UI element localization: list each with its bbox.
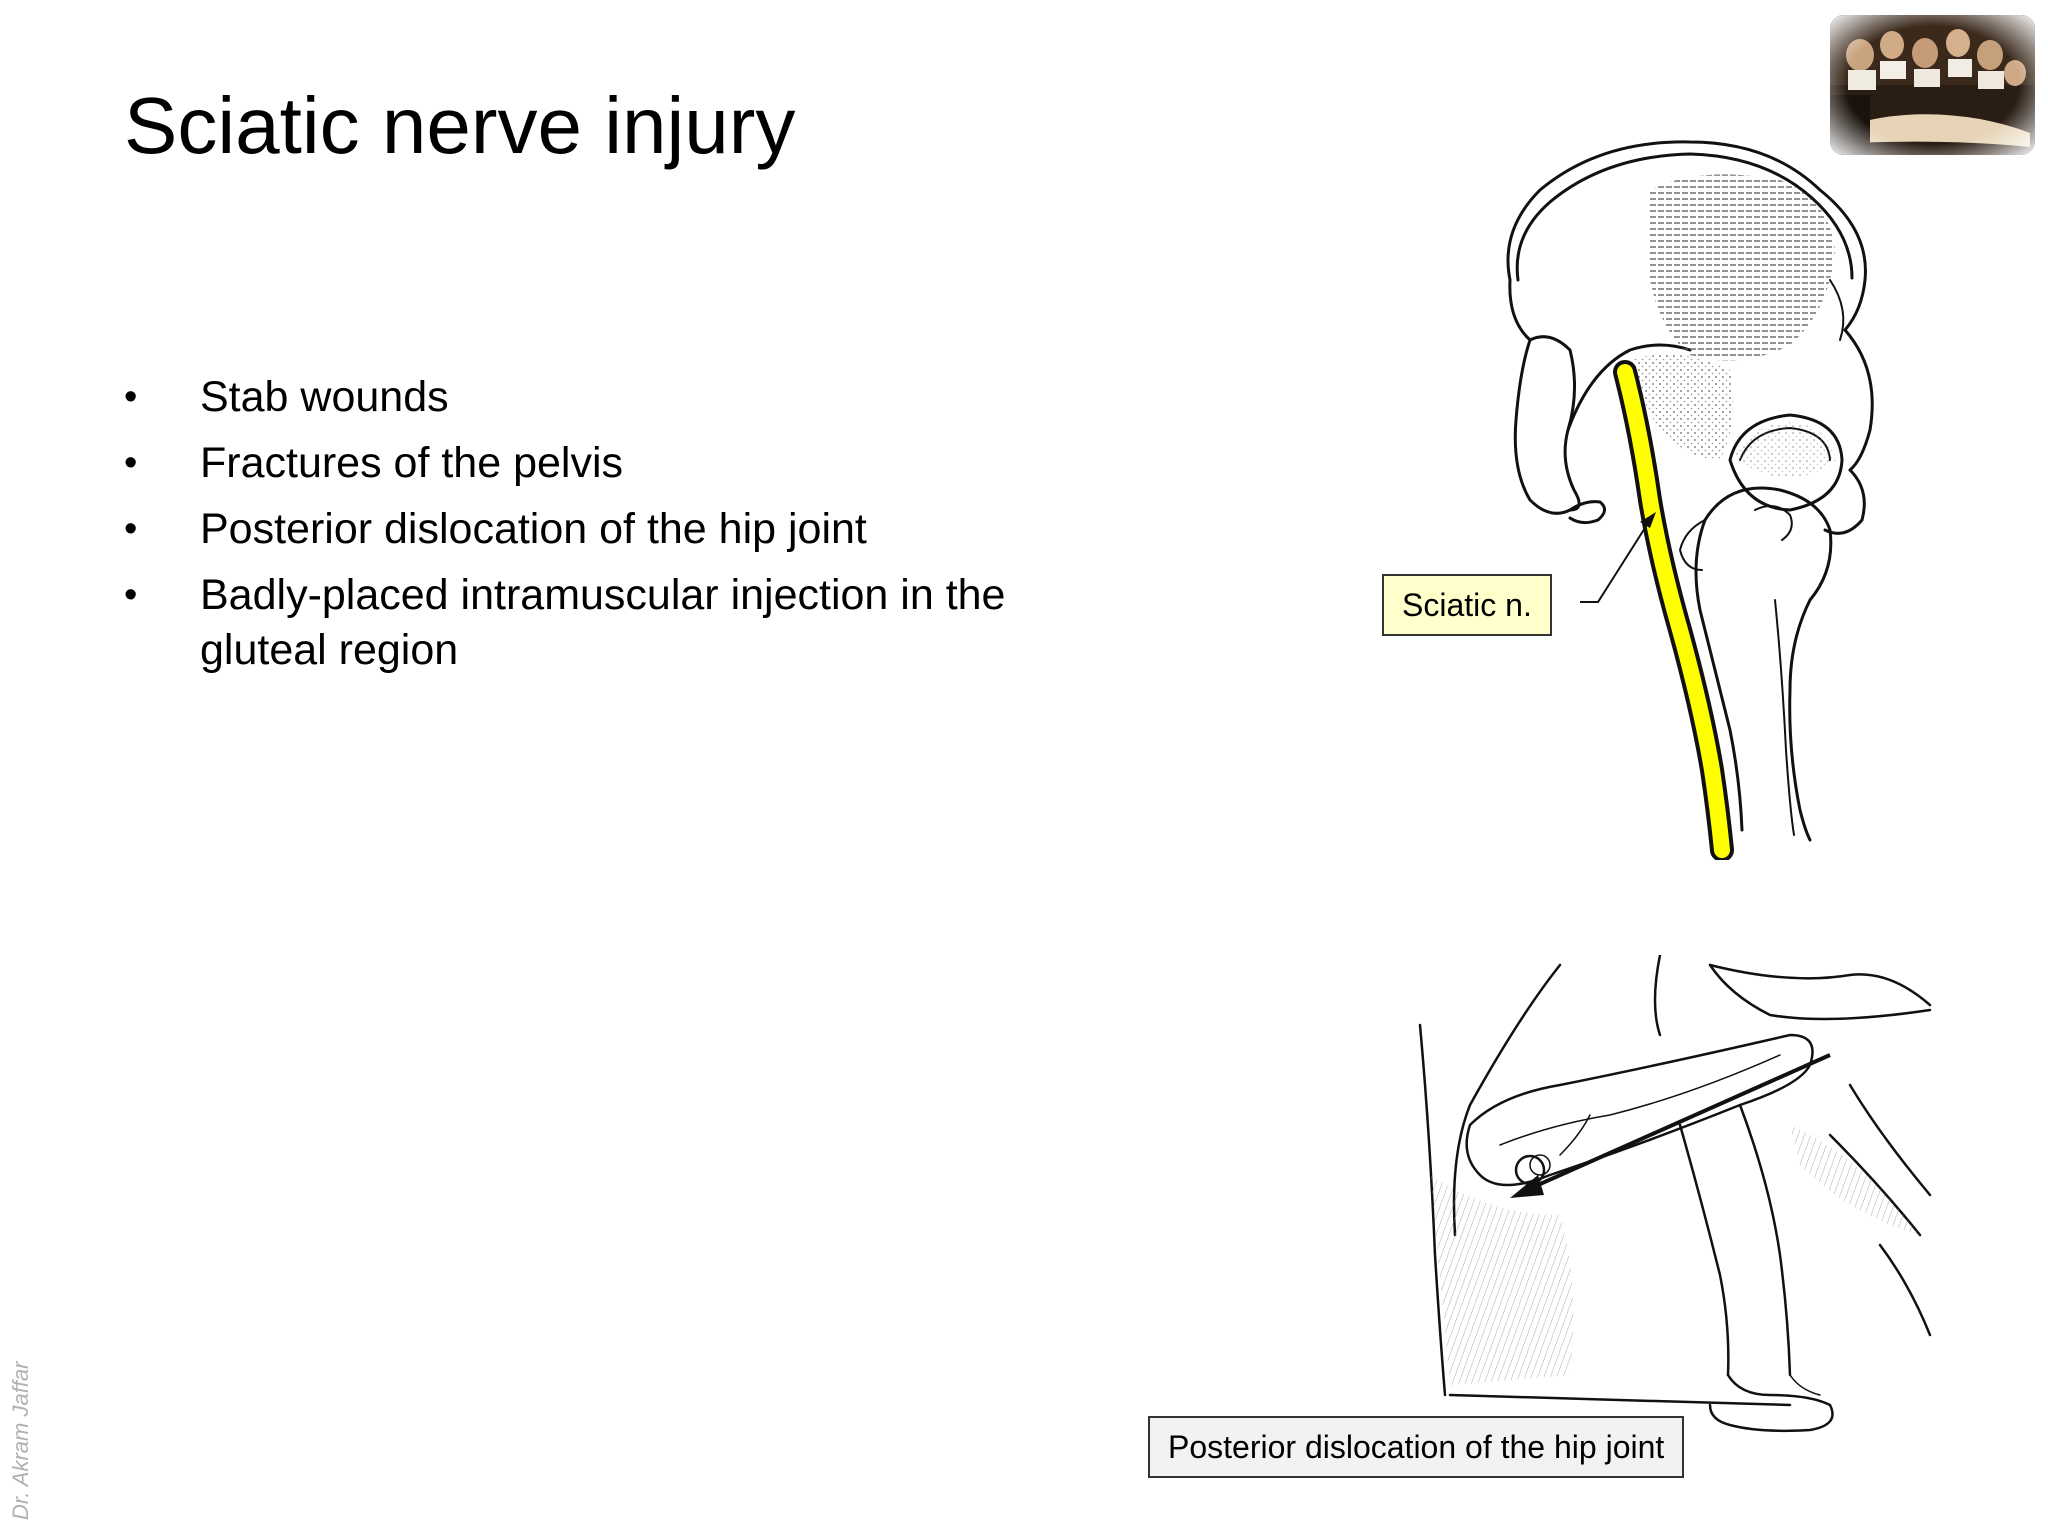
bullet-dot-icon: • xyxy=(124,442,138,484)
hip-sciatic-nerve-illustration xyxy=(1490,130,1890,860)
bullet-item xyxy=(124,370,1124,425)
bullet-dot-icon: • xyxy=(124,508,138,550)
slide-title: Sciatic nerve injury xyxy=(124,81,796,170)
dislocation-caption: Posterior dislocation of the hip joint xyxy=(1148,1416,1684,1478)
bullet-text: Fractures of the pelvis xyxy=(200,439,624,487)
bullet-item xyxy=(124,568,1124,678)
bullet-dot-icon: • xyxy=(124,574,138,616)
author-watermark: Dr. Akram Jaffar xyxy=(8,1361,33,1520)
posterior-hip-dislocation-illustration xyxy=(1410,955,1940,1445)
sciatic-nerve-label: Sciatic n. xyxy=(1382,574,1552,636)
bullet-text: Badly-placed intramuscular injection in the gluteal region xyxy=(200,571,1006,674)
bullet-text: Posterior dislocation of the hip joint xyxy=(200,505,867,553)
bullet-list xyxy=(124,370,1124,689)
bullet-text: Stab wounds xyxy=(200,373,449,421)
bullet-item xyxy=(124,436,1124,491)
bullet-item xyxy=(124,502,1124,557)
bullet-dot-icon: • xyxy=(124,376,138,418)
